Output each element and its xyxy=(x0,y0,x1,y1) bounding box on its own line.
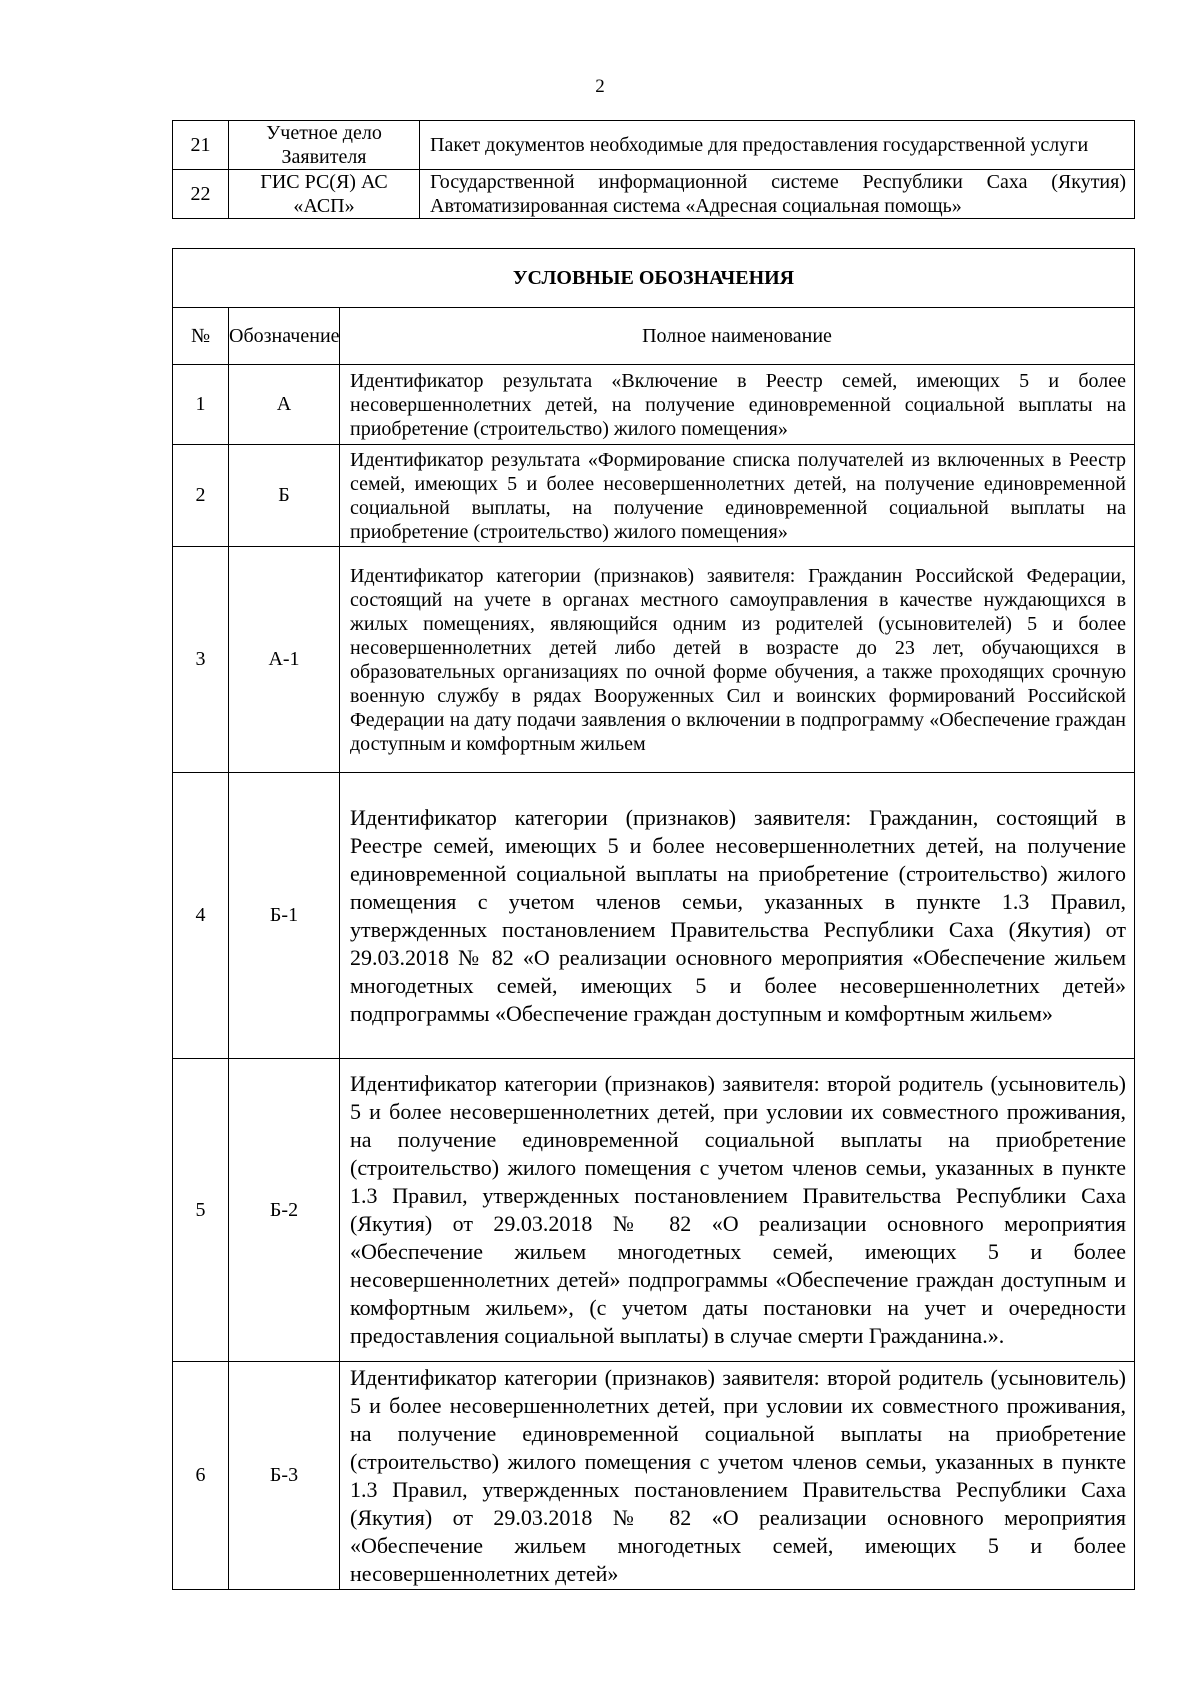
table-row xyxy=(173,773,1135,1059)
row-description xyxy=(340,1362,1135,1590)
row-number: 2 xyxy=(173,445,229,547)
header-code: Обозначение xyxy=(229,308,340,365)
row-description xyxy=(340,445,1135,547)
table-row xyxy=(173,170,1135,219)
row-code: Б xyxy=(229,445,340,547)
row-code: А-1 xyxy=(229,547,340,773)
row-number: 1 xyxy=(173,365,229,445)
table-row xyxy=(173,547,1135,773)
table-row xyxy=(173,1059,1135,1362)
definition-cell: Государственной информационной системе Республики Саха (Якутия) Автоматизированная система «Адресная социальная помощь» xyxy=(420,170,1135,219)
row-description xyxy=(340,773,1135,1059)
header-number: № xyxy=(173,308,229,365)
row-code: А xyxy=(229,365,340,445)
table-row xyxy=(173,445,1135,547)
description-text: Идентификатор категории (признаков) заявителя: Гражданин, состоящий в Реестре семей, имеющих 5 и более несовершеннолетних детей, на получение единовременной социальной выплаты на приобретение (строительство) жилого помещения с учетом членов семьи, указанных в пункте 1.3 Правил, утвержденных постановлением Правительства Республики Саха (Якутия) от 29.03.2018 № 82 «О реализации основного мероприятия «Обеспечение жильем многодетных семей, имеющих 5 и более несовершеннолетних детей» подпрограммы «Обеспечение граждан доступным и комфортным жильем» xyxy=(350,804,1127,1026)
header-full-name: Полное наименование xyxy=(340,308,1135,365)
row-description xyxy=(340,1059,1135,1362)
row-number: 5 xyxy=(173,1059,229,1362)
row-number: 6 xyxy=(173,1362,229,1590)
legend-title: УСЛОВНЫЕ ОБОЗНАЧЕНИЯ xyxy=(173,249,1135,308)
table-row xyxy=(173,121,1135,170)
row-number: 3 xyxy=(173,547,229,773)
glossary-continuation-table xyxy=(172,120,1135,219)
table-row xyxy=(173,1362,1135,1590)
term-cell: Учетное дело Заявителя xyxy=(229,121,420,170)
term-cell: ГИС РС(Я) АС «АСП» xyxy=(229,170,420,219)
row-description xyxy=(340,547,1135,773)
row-code: Б-1 xyxy=(229,773,340,1059)
description-text: Идентификатор результата «Формирование списка получателей из включенных в Реестр семей, имеющих 5 и более несовершеннолетних детей, на получение единовременной социальной выплаты, на получение единовременной социальной выплаты на приобретение (строительство) жилого помещения» xyxy=(350,448,1127,543)
description-text: Идентификатор категории (признаков) заявителя: второй родитель (усыновитель) 5 и более несовершеннолетних детей, при условии их совместного проживания, на получение единовременной социальной выплаты на приобретение (строительство) жилого помещения с учетом членов семьи, указанных в пункте 1.3 Правил, утвержденных постановлением Правительства Республики Саха (Якутия) от 29.03.2018 № 82 «О реализации основного мероприятия «Обеспечение жильем многодетных семей, имеющих 5 и более несовершеннолетних детей» xyxy=(350,1364,1127,1586)
row-code: Б-2 xyxy=(229,1059,340,1362)
row-number: 22 xyxy=(173,170,229,219)
row-code: Б-3 xyxy=(229,1362,340,1590)
table-row xyxy=(173,365,1135,445)
legend-title-row xyxy=(173,249,1135,308)
description-text: Идентификатор категории (признаков) заявителя: Гражданин Российской Федерации, состоящий на учете в органах местного самоуправления в качестве нуждающихся в жилых помещениях, являющийся одним из родителей (усыновителей) 5 и более несовершеннолетних детей либо детей в возрасте до 23 лет, обучающихся в образовательных организациях по очной форме обучения, а также проходящих срочную военную службу в рядах Вооруженных Сил и воинских формирований Российской Федерации на дату подачи заявления о включении в подпрограмму «Обеспечение граждан доступным и комфортным жильем xyxy=(350,564,1127,755)
legend-table xyxy=(172,248,1135,1590)
description-text: Идентификатор категории (признаков) заявителя: второй родитель (усыновитель) 5 и более несовершеннолетних детей, при условии их совместного проживания, на получение единовременной социальной выплаты на приобретение (строительство) жилого помещения с учетом членов семьи, указанных в пункте 1.3 Правил, утвержденных постановлением Правительства Республики Саха (Якутия) от 29.03.2018 № 82 «О реализации основного мероприятия «Обеспечение жильем многодетных семей, имеющих 5 и более несовершеннолетних детей» подпрограммы «Обеспечение граждан доступным и комфортным жильем», (с учетом даты постановки на учет и очередности предоставления социальной выплаты) в случае смерти Гражданина.». xyxy=(350,1071,1127,1348)
description-text: Идентификатор результата «Включение в Реестр семей, имеющих 5 и более несовершеннолетних детей, на получение единовременной социальной выплаты на приобретение (строительство) жилого помещения» xyxy=(350,369,1127,440)
definition-cell: Пакет документов необходимые для предоставления государственной услуги xyxy=(420,121,1135,170)
row-description xyxy=(340,365,1135,445)
row-number: 4 xyxy=(173,773,229,1059)
legend-header-row xyxy=(173,308,1135,365)
page-number: 2 xyxy=(595,76,605,97)
row-number: 21 xyxy=(173,121,229,170)
